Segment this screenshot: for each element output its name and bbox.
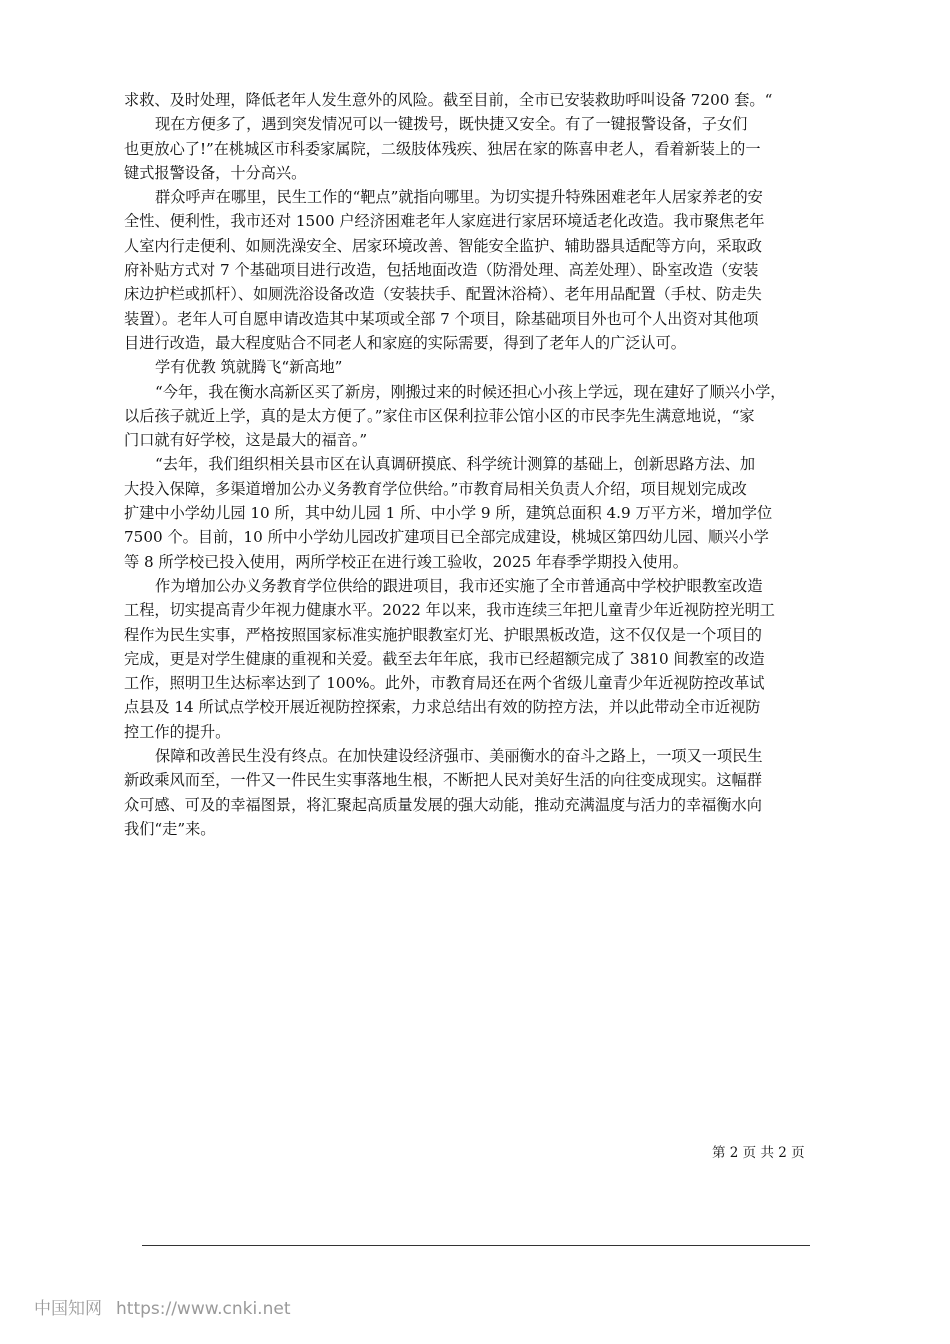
text-line: 人室内行走便利、如厕洗澡安全、居家环境改善、智能安全监护、辅助器具适配等方向，采取政 [124,236,762,255]
text-line: 我们“走”来。 [124,819,216,838]
watermark-brand: 中国知网 [34,1299,102,1319]
text-line: 目进行改造，最大程度贴合不同老人和家庭的实际需要，得到了老年人的广泛认可。 [124,333,686,352]
text-line: 键式报警设备，十分高兴。 [124,163,307,182]
text-line: 新政乘风而至，一件又一件民生实事落地生根，不断把人民对美好生活的向往变成现实。这幅群 [124,771,762,790]
text-line: 也更放心了!”在桃城区市科委家属院，二级肢体残疾、独居在家的陈喜申老人，看着新装上的一 [124,139,761,158]
text-line: 点县及 14 所试点学校开展近视防控探索，力求总结出有效的防控方法，并以此带动全市近视防 [124,698,761,717]
text-line: 控工作的提升。 [124,722,231,741]
page-number: 第 2 页 共 2 页 [712,1145,805,1161]
text-line: 群众呼声在哪里，民生工作的“靶点”就指向哪里。为切实提升特殊困难老年人居家养老的安 [155,188,763,207]
text-line: 作为增加公办义务教育学位供给的跟进项目，我市还实施了全市普通高中学校护眼教室改造 [155,576,763,595]
text-line: 扩建中小学幼儿园 10 所，其中幼儿园 1 所、中小学 9 所，建筑总面积 4.9 万平方米，增加学位 [124,504,773,523]
text-line: “今年，我在衡水高新区买了新房，刚搬过来的时候还担心小孩上学远，现在建好了顺兴小学， [155,382,786,401]
document-body [124,88,852,841]
text-line: 以后孩子就近上学，真的是太方便了。”家住市区保利拉菲公馆小区的市民李先生满意地说，“家 [124,406,755,425]
text-line: 程作为民生实事，严格按照国家标准实施护眼教室灯光、护眼黑板改造，这不仅仅是一个项目的 [124,625,762,644]
text-line: 完成，更是对学生健康的重视和关爱。截至去年年底，我市已经超额完成了 3810 间教室的改造 [124,649,765,668]
text-line: 等 8 所学校已投入使用，两所学校正在进行竣工验收，2025 年春季学期投入使用。 [124,552,688,571]
text-line: 门口就有好学校，这是最大的福音。” [124,431,368,450]
text-line: 府补贴方式对 7 个基础项目进行改造，包括地面改造（防滑处理、高差处理）、卧室改造（安装 [124,261,759,280]
footer-divider [142,1245,810,1246]
text-line: 求救、及时处理，降低老年人发生意外的风险。截至目前，全市已安装救助呼叫设备 7200 套。“ [124,91,773,109]
watermark-url: https://www.cnki.net [116,1299,291,1319]
text-line: 全性、便利性，我市还对 1500 户经济困难老年人家庭进行家居环境适老化改造。我市聚焦老年 [124,212,765,231]
cnki-watermark [34,1294,290,1319]
text-line: 床边护栏或抓杆）、如厕洗浴设备改造（安装扶手、配置沐浴椅）、老年用品配置（手杖、防走失 [124,285,762,304]
text-line: 大投入保障，多渠道增加公办义务教育学位供给。”市教育局相关负责人介绍，项目规划完成改 [124,479,747,498]
text-line: 现在方便多了，遇到突发情况可以一键拨号，既快捷又安全。有了一键报警设备，子女们 [155,115,748,134]
text-line: 工程，切实提高青少年视力健康水平。2022 年以来，我市连续三年把儿童青少年近视防控光明工 [124,601,775,620]
text-line: 装置）。老年人可自愿申请改造其中某项或全部 7 个项目，除基础项目外也可个人出资对其他项 [124,309,759,328]
text-line: 保障和改善民生没有终点。在加快建设经济强市、美丽衡水的奋斗之路上，一项又一项民生 [155,747,763,766]
text-line: 学有优教 筑就腾飞“新高地” [155,358,343,377]
text-line: 7500 个。目前，10 所中小学幼儿园改扩建项目已全部完成建设，桃城区第四幼儿园、顺兴小学 [124,528,769,547]
text-line: 众可感、可及的幸福图景，将汇聚起高质量发展的强大动能，推动充满温度与活力的幸福衡水向 [124,795,762,814]
text-line: “去年，我们组织相关县市区在认真调研摸底、科学统计测算的基础上，创新思路方法、加 [155,455,756,474]
text-line: 工作，照明卫生达标率达到了 100%。此外，市教育局还在两个省级儿童青少年近视防控改革试 [124,674,765,693]
